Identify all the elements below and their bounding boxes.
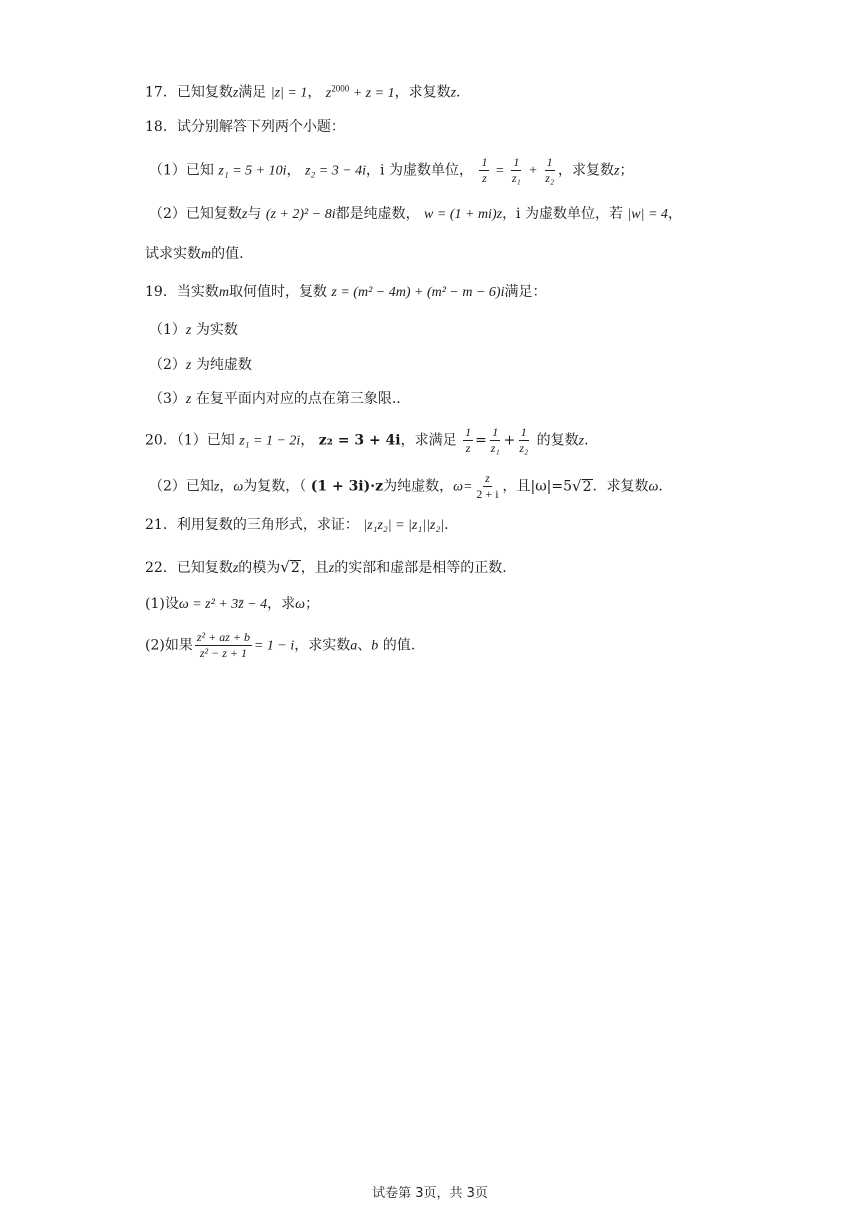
- question-text: 在复平面内对应的点在第三象限..: [195, 391, 401, 407]
- part-label: （2）: [149, 357, 186, 373]
- math-var: b: [371, 638, 379, 654]
- question-text: ，且|ω|=5: [502, 478, 573, 495]
- part-label: （3）: [149, 391, 186, 407]
- math-expression: (1 + 3i)·z: [310, 478, 384, 495]
- punctuation: 、: [357, 637, 372, 654]
- fraction: $\frac{1}{\text{z₂}}$: [545, 155, 555, 185]
- part-label: (1)设: [145, 596, 179, 612]
- question-19-part-1: [149, 320, 820, 341]
- question-text: 为纯虚数，: [383, 478, 454, 495]
- part-label: （1）: [149, 322, 186, 338]
- math-var: z: [241, 207, 248, 222]
- operator: +: [503, 432, 516, 449]
- operator: =: [475, 432, 487, 449]
- math-var: z: [185, 323, 192, 338]
- punctuation: .: [584, 432, 589, 449]
- punctuation: ，: [286, 162, 301, 179]
- question-20-part-2: [149, 471, 820, 502]
- question-21: [145, 515, 820, 536]
- question-text: 满足：: [504, 284, 547, 300]
- question-text: ，且: [300, 560, 329, 576]
- question-text: ，求: [267, 596, 296, 612]
- question-text: 当实数: [176, 284, 219, 300]
- math-expression: ω = z² + 3z̄ − 4: [178, 597, 268, 612]
- part-label: （2）已知复数: [149, 206, 242, 222]
- question-text: ，i 为虚数单位，: [366, 162, 473, 179]
- question-text: ，求满足: [400, 432, 457, 449]
- math-var: z: [450, 85, 457, 101]
- math-expression: (z + 2)² − 8i: [265, 207, 336, 222]
- question-text: ，i 为虚数单位，若: [502, 206, 623, 222]
- question-20-part-1: [145, 425, 820, 456]
- punctuation: .: [444, 517, 449, 533]
- operator: =: [491, 163, 508, 179]
- question-text: 的值.: [382, 637, 416, 654]
- question-text: 已知复数: [176, 560, 233, 576]
- page-footer: 试卷第 3页，共 3页: [372, 1186, 488, 1201]
- question-text: 取何值时，复数: [228, 284, 327, 300]
- question-number: 22．: [145, 560, 177, 576]
- fraction: $\frac{1}{\text{z₂}}$: [519, 425, 529, 455]
- sqrt-symbol: √ 2: [280, 558, 300, 576]
- math-var: ω: [648, 479, 659, 495]
- fraction: $\frac{1}{\text{z₁}}$: [490, 425, 500, 455]
- math-var: z: [232, 85, 239, 101]
- punctuation: ，: [667, 206, 682, 222]
- part-label: （2）已知: [149, 478, 214, 495]
- math-var: ω: [295, 597, 306, 612]
- question-text: 都是纯虚数，: [335, 206, 420, 222]
- math-var: ω: [233, 479, 244, 495]
- part-label: (2)如果: [145, 637, 193, 654]
- math-var: z: [578, 433, 585, 449]
- part-label: （1）已知: [149, 162, 214, 179]
- math-expression: z₂ = 3 + 4i: [318, 432, 401, 449]
- fraction: $\frac{1}{\text{z₁}}$: [511, 155, 521, 185]
- math-expression: z₁ = 5 + 10i: [218, 163, 287, 179]
- question-number: 19．: [145, 284, 177, 300]
- math-var: a: [350, 638, 358, 654]
- question-18-part-1: [149, 155, 820, 186]
- fraction: $\frac{z}{2 + i}$: [476, 471, 499, 501]
- question-17: [145, 78, 820, 104]
- punctuation: .: [658, 478, 663, 495]
- math-var: z: [185, 358, 192, 373]
- question-text: 的值.: [211, 246, 244, 262]
- math-expression: |z₁z₂| = |z₁||z₂|: [363, 518, 445, 533]
- question-text: 的实部和虚部是相等的正数.: [334, 560, 507, 576]
- punctuation: ，: [307, 84, 322, 101]
- question-text: 已知复数: [176, 84, 233, 101]
- question-19: [145, 282, 820, 303]
- question-number: 20．: [145, 432, 177, 449]
- punctuation: ；: [619, 162, 634, 179]
- question-text: 的模为: [238, 560, 281, 576]
- question-text: ，求实数: [294, 637, 351, 654]
- question-text: 与: [247, 206, 262, 222]
- question-text: ．求复数: [592, 478, 649, 495]
- question-19-part-2: [149, 355, 820, 376]
- math-var: m: [201, 247, 212, 262]
- question-text: ，求复数: [558, 162, 615, 179]
- punctuation: ，: [219, 478, 234, 495]
- math-var: z: [614, 163, 620, 179]
- question-text: 为复数，（: [243, 478, 307, 495]
- part-label: （1）已知: [176, 432, 235, 449]
- question-text: 利用复数的三角形式，求证：: [176, 517, 359, 533]
- question-number: 17．: [145, 84, 177, 101]
- question-text: 为实数: [195, 322, 238, 338]
- punctuation: .: [456, 84, 461, 101]
- question-18-part-2-continued: [145, 244, 820, 265]
- math-expression: |z| = 1: [270, 85, 308, 101]
- fraction: $\frac{1}{z}$: [481, 155, 488, 185]
- question-22-part-2: [145, 630, 820, 661]
- math-expression: w = (1 + mi)z: [424, 207, 503, 222]
- math-expression: |w| = 4: [627, 207, 668, 222]
- math-expression: = 1 − i: [253, 638, 295, 654]
- fraction: $\frac{\text{z² + az + b}}{\text{z² − z + 1}}$: [196, 630, 250, 660]
- question-22-part-1: [145, 594, 820, 615]
- question-text: 的复数: [536, 432, 579, 449]
- math-expression: $z^{2000} + z = 1$: [325, 83, 395, 101]
- question-22: [145, 557, 820, 579]
- math-var: z: [213, 479, 220, 495]
- math-var: z: [328, 561, 335, 576]
- punctuation: ，: [300, 432, 315, 449]
- math-expression: z₁ = 1 − 2i: [239, 433, 301, 449]
- question-number: 21．: [145, 517, 177, 533]
- operator: +: [524, 163, 542, 179]
- question-18: [145, 117, 820, 137]
- question-text: 为纯虚数: [195, 357, 252, 373]
- math-var: z: [185, 392, 192, 407]
- math-expression: z = (m² − 4m) + (m² − m − 6)i: [331, 285, 505, 300]
- math-expression: ω=: [453, 479, 473, 495]
- math-var: z: [232, 561, 239, 576]
- math-expression: z₂ = 3 − 4i: [304, 163, 367, 179]
- question-text: 试分别解答下列两个小题：: [176, 119, 345, 135]
- math-var: m: [218, 285, 229, 300]
- question-number: 18．: [145, 119, 177, 135]
- sqrt-symbol: √ 2: [572, 476, 592, 495]
- question-text: ，求复数: [394, 84, 451, 101]
- question-19-part-3: [149, 389, 820, 410]
- fraction: $\frac{1}{z}$: [465, 425, 472, 455]
- question-text: 试求实数: [145, 246, 201, 262]
- question-18-part-2: [149, 204, 820, 225]
- question-text: 满足: [238, 84, 267, 101]
- punctuation: ；: [305, 596, 320, 612]
